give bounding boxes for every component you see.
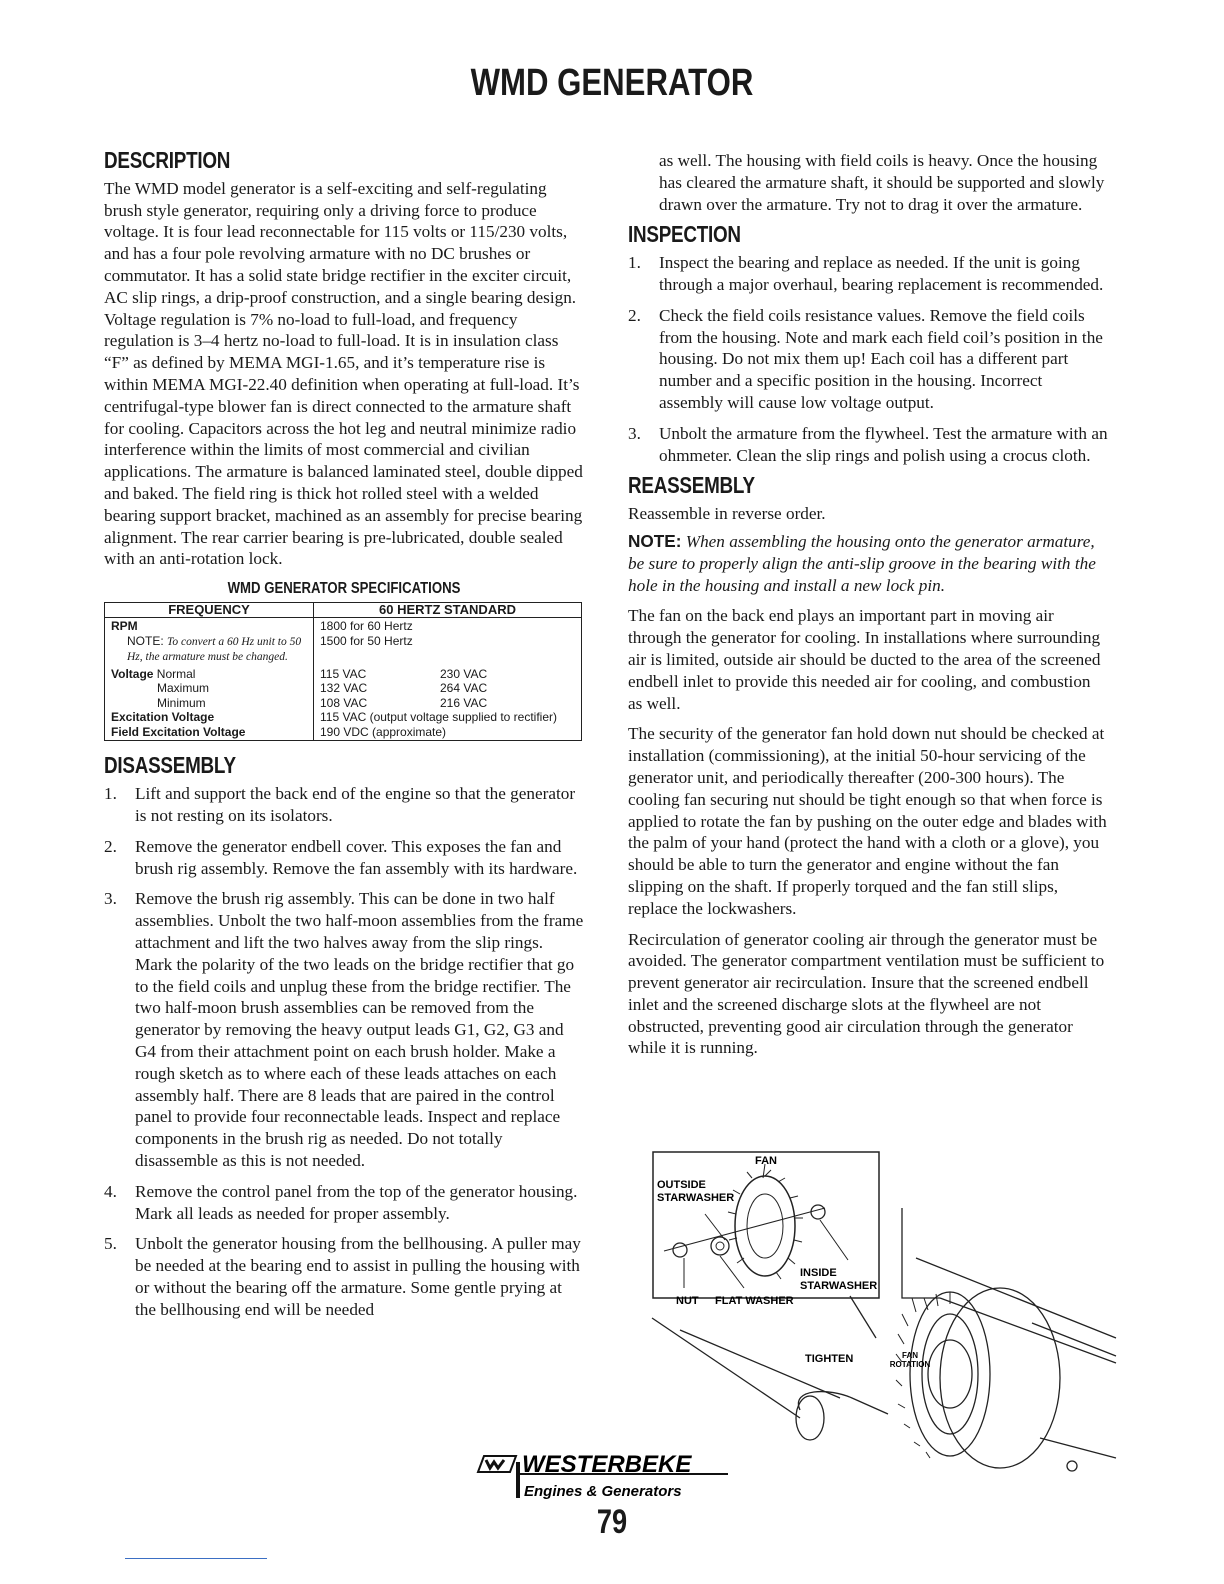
label-nut: NUT: [676, 1295, 699, 1307]
spec-field-value: 190 VDC (approximate): [320, 724, 447, 739]
brand-tagline: Engines & Generators: [524, 1483, 682, 1500]
spec-excitation-value: 115 VAC (output voltage supplied to rectifier): [320, 710, 558, 725]
reassembly-note-label: NOTE:: [628, 530, 682, 551]
label-fan-rotation-2: ROTATION: [889, 1360, 931, 1369]
spec-note-text: To convert a 60 Hz unit to 50 Hz, the armature must be changed.: [127, 635, 302, 664]
spec-minimum-b: 216 VAC: [440, 695, 488, 710]
right-column: [628, 150, 1108, 1068]
step-number: 3.: [628, 423, 641, 443]
westerbeke-logo: [470, 1448, 750, 1508]
page-number: 79: [596, 1503, 628, 1541]
step-text: Remove the brush rig assembly. This can be done in two half assemblies. Unbolt the two half-moon assemblies from the frame attachment and lift the two halves away from the slip rings. Mark the polarity of the two leads on the bridge rectifier that go to the field coils and unplug these from the bridge rectifier. The two half-moon brush assemblies can be removed from the generator by removing the heavy output leads G1, G2, G3 and G4 from their attachment point on each brush holder. Make a rough sketch as to where each of these leads attaches on each assembly half. There are 8 leads that are paired in the control panel to provide four reconnectable leads. Inspect and replace components in the brush rig as needed. Do not totally disassemble as this is not needed.: [135, 889, 584, 1170]
spec-header-frequency: FREQUENCY: [105, 602, 314, 618]
spec-note: [111, 634, 307, 665]
step-text: Lift and support the back end of the engine so that the generator is not resting on its isolators.: [135, 784, 576, 826]
spec-table: [104, 602, 582, 742]
list-item: [104, 888, 584, 1171]
list-item: [104, 1233, 584, 1320]
disassembly-continued: as well. The housing with field coils is heavy. Once the housing has cleared the armature shaft, it should be supported and slowly drawn over the armature. Try not to drag it over the armature.: [659, 151, 1105, 214]
disassembly-steps: [104, 783, 584, 1320]
spec-maximum-b: 264 VAC: [440, 681, 488, 696]
spec-normal-b: 230 VAC: [440, 666, 488, 681]
inspection-steps: [628, 252, 1108, 466]
label-inside-starwasher: STARWASHER: [800, 1280, 878, 1292]
step-text: Check the field coils resistance values. Remove the field coils from the housing. Note and mark each field coil’s position in the housing. Do not mix them up! Each coil has a different part number and a specific position in the housing. Incorrect assembly will cause low voltage output.: [659, 305, 1103, 412]
spec-minimum-label: Minimum: [157, 695, 206, 710]
spec-rpm-label: RPM: [111, 619, 138, 634]
inspection-heading: INSPECTION: [628, 221, 741, 248]
disassembly-heading: DISASSEMBLY: [104, 752, 236, 779]
step-text: Inspect the bearing and replace as needed. If the unit is going through a major overhaul, bearing replacement is recommended.: [659, 253, 1104, 294]
spec-note-label: NOTE:: [127, 633, 164, 648]
step-number: 1.: [628, 253, 641, 273]
step-text: Unbolt the armature from the flywheel. Test the armature with an ohmmeter. Clean the slip rings and polish using a crocus cloth.: [659, 423, 1108, 465]
label-outside-starwasher: STARWASHER: [657, 1192, 735, 1204]
reassembly-heading: REASSEMBLY: [628, 472, 755, 499]
spec-maximum-label: Maximum: [157, 681, 210, 696]
spec-field-label: Field Excitation Voltage: [111, 724, 246, 739]
list-item: [628, 305, 1108, 414]
step-number: 2.: [628, 305, 641, 325]
fan-assembly-diagram: [640, 1148, 1120, 1478]
reassembly-note-text: When assembling the housing onto the generator armature, be sure to properly align the anti-slip groove in the bearing with the hole in the housing and install a new lock pin.: [628, 531, 1096, 595]
w-mark-icon: [478, 1456, 520, 1498]
label-flat-washer: FLAT WASHER: [715, 1295, 794, 1307]
reassembly-note: [628, 531, 1108, 596]
description-heading: DESCRIPTION: [104, 147, 231, 173]
step-number: 1.: [104, 784, 117, 804]
fan-paragraph: The fan on the back end plays an important part in moving air through the generator for cooling. In installations where surrounding air is limited, outside air should be ducted to the area of the screened endbell inlet to provide this needed air for cooling, and combustion as well.: [628, 606, 1101, 713]
reassembly-text: Reassemble in reverse order.: [628, 504, 826, 524]
spec-normal-a: 115 VAC: [320, 666, 367, 681]
spec-voltage-cell: [105, 666, 314, 741]
list-item: [104, 836, 584, 880]
spec-voltage-label: Voltage: [111, 666, 154, 681]
spec-voltage-values: [314, 666, 582, 741]
list-item: [628, 252, 1108, 296]
fan-nut-paragraph: The security of the generator fan hold down nut should be checked at installation (commissioning), at the initial 50-hour servicing of the generator unit, and periodically thereafter (200-300 hours). The cooling fan securing nut should be tight enough so that when force is applied to rotate the fan by pushing on the outer edge and blades with the palm of your hand (protect the hand with a cloth or a glove), you should be able to turn the generator and engine without the fan slipping on the shaft. If properly torqued and the fan still slips, replace the lockwashers.: [628, 724, 1107, 918]
recirculation-paragraph: Recirculation of generator cooling air through the generator must be avoided. The generator compartment ventilation must be sufficient to prevent generator air recirculation. Insure that the screened endbell inlet and the screened discharge slots at the flywheel are not obstructed, preventing good air circulation through the generator while it is running.: [628, 929, 1105, 1058]
description-text: The WMD model generator is a self-exciting and self-regulating brush style generator, requiring only a driving force to produce voltage. It is four lead reconnectable for 115 volts or 115/230 volts, and has a four pole revolving armature with no DC brushes or commutator. It has a solid state bridge rectifier in the exciter circuit, AC slip rings, a drip-proof construction, and a single bearing design. Voltage regulation is 7% no-load to full-load, and frequency regulation is 3–4 hertz no-load to full-load. It is in insulation class “F” as defined by MEMA MGI-1.65, and it’s temperature rise is within MEMA MGI-22.40 definition when operating at full-load. It’s centrifugal-type blower fan is direct connected to the armature shaft for cooling. Capacitors across the hot leg and neutral minimize radio interference within the limits of most commercial and civilian applications. The armature is balanced laminated steel, double dipped and baked. The field ring is thick hot rolled steel with a welded bearing support bracket, machined as an assembly for precise bearing alignment. The rear carrier bearing is pre-lubricated, double sealed with an anti-rotation lock.: [104, 178, 583, 569]
label-fan: FAN: [755, 1155, 777, 1167]
step-text: Remove the control panel from the top of the generator housing. Mark all leads as needed for proper assembly.: [135, 1181, 578, 1223]
spec-rpm-cell: [105, 618, 314, 666]
left-column: [104, 147, 584, 1330]
step-number: 5.: [104, 1234, 117, 1254]
spec-rpm-values: [314, 618, 582, 666]
spec-minimum-a: 108 VAC: [320, 695, 368, 710]
step-number: 4.: [104, 1181, 117, 1201]
brand-name: WESTERBEKE: [522, 1451, 692, 1478]
label-fan-rotation-1: FAN: [902, 1351, 918, 1360]
spec-rpm-60: 1800 for 60 Hertz: [320, 619, 413, 634]
step-number: 3.: [104, 889, 117, 909]
spec-excitation-label: Excitation Voltage: [111, 710, 215, 725]
spec-rpm-50: 1500 for 50 Hertz: [320, 633, 413, 648]
label-inside: INSIDE: [800, 1267, 837, 1279]
spec-normal-label: Normal: [156, 666, 196, 681]
list-item: [104, 783, 584, 827]
list-item: [104, 1181, 584, 1225]
list-item: [628, 423, 1108, 467]
page-title: WMD GENERATOR: [470, 62, 754, 104]
spec-maximum-a: 132 VAC: [320, 681, 368, 696]
footnote-divider: [125, 1558, 267, 1559]
label-outside: OUTSIDE: [657, 1179, 706, 1191]
step-text: Remove the generator endbell cover. This exposes the fan and brush rig assembly. Remove the fan assembly with its hardware.: [135, 836, 578, 878]
spec-table-title: WMD GENERATOR SPECIFICATIONS: [227, 580, 461, 598]
step-number: 2.: [104, 836, 117, 856]
label-tighten: TIGHTEN: [805, 1353, 854, 1365]
spec-header-60hz: 60 HERTZ STANDARD: [314, 602, 582, 618]
step-text: Unbolt the generator housing from the bellhousing. A puller may be needed at the bearing end to assist in pulling the housing with or without the bearing off the armature. Some gentle prying at the bellhousing end will be needed: [135, 1234, 581, 1319]
